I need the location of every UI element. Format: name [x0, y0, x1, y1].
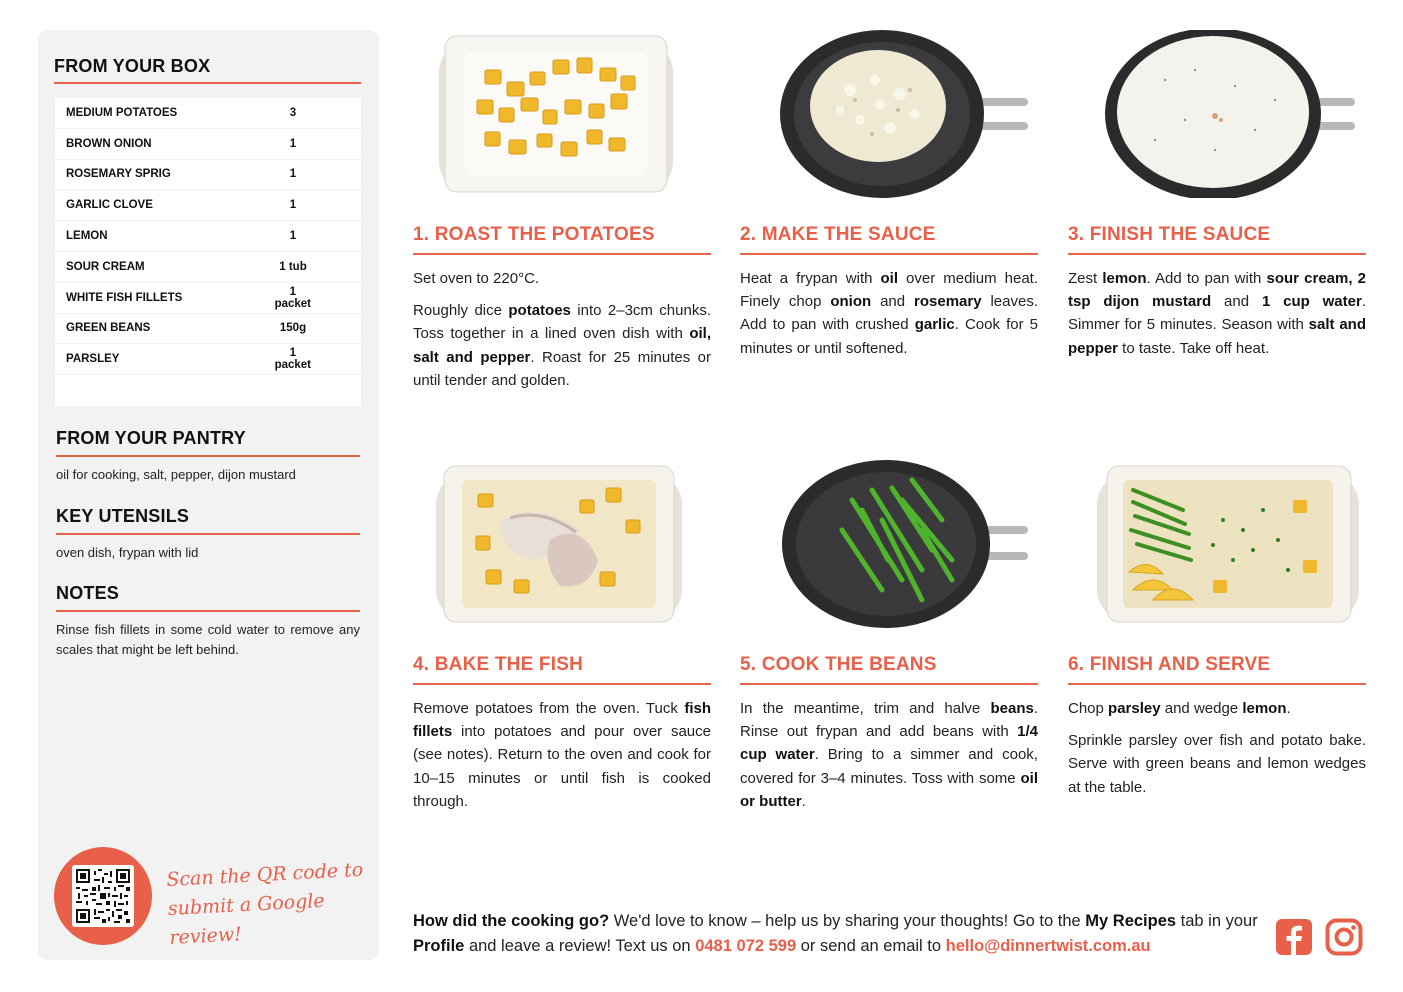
text-span: tab in your [1176, 912, 1258, 930]
step-paragraph [1068, 697, 1366, 720]
ingredient-name: BROWN ONION [66, 137, 152, 150]
sidebar [38, 30, 379, 960]
text-span: and leave a review! Text us on [464, 937, 696, 955]
ingredient-row [55, 98, 361, 129]
fish-in-oven-dish-photo [430, 460, 688, 628]
text-span: Set oven to 220°C. [413, 269, 540, 287]
ingredient-row [55, 283, 361, 314]
divider [56, 455, 360, 457]
ingredients-table [55, 98, 361, 406]
ingredient-quantity: 1 tub [279, 260, 307, 273]
notes-section [56, 583, 360, 660]
ingredient-quantity: 3 [289, 106, 297, 119]
ingredient-quantity: 1 [289, 168, 297, 181]
from-your-box-title: FROM YOUR BOX [54, 56, 211, 76]
facebook-icon[interactable] [1275, 918, 1313, 956]
divider [56, 533, 360, 535]
cream-sauce-in-frypan-photo [1105, 30, 1357, 198]
step-paragraph [740, 697, 1038, 814]
pantry-section [56, 428, 360, 485]
step-paragraph [1068, 267, 1366, 361]
text-span: Roughly dice [413, 301, 509, 319]
step-2 [740, 224, 1038, 369]
divider [413, 683, 711, 685]
ingredient-row [55, 129, 361, 160]
bold-text: parsley [1108, 699, 1161, 717]
ingredient-row [55, 160, 361, 191]
text-span: . [801, 793, 806, 811]
ingredient-row [55, 221, 361, 252]
text-span: . Simmer for 5 minutes. Season with [1068, 292, 1366, 334]
divider [56, 610, 360, 612]
text-span: . Roast for 25 minutes or until tender and golden. [413, 348, 711, 390]
text-span: to taste. Take off heat. [1118, 339, 1270, 357]
bold-text: garlic [914, 316, 955, 334]
pantry-title: FROM YOUR PANTRY [56, 428, 246, 448]
utensils-text: oven dish, frypan with lid [56, 544, 199, 560]
step-paragraph [413, 299, 711, 393]
contact-link[interactable]: hello@dinnertwist.com.au [945, 937, 1151, 955]
qr-review-prompt [166, 856, 370, 953]
text-span: In the meantime, trim and halve [740, 699, 991, 717]
bold-text: potatoes [508, 301, 571, 319]
text-span: We'd love to know – help us by sharing your thoughts! Go to the [609, 912, 1086, 930]
text-span: . Cook for 5 minutes or until softened. [740, 316, 1038, 357]
text-span: Remove potatoes from the oven. Tuck [413, 699, 685, 717]
ingredient-row [55, 190, 361, 221]
ingredient-name: GREEN BEANS [66, 322, 151, 335]
qr-code-icon[interactable] [72, 865, 134, 927]
divider [740, 683, 1038, 685]
step-instructions [1068, 697, 1366, 800]
text-span: . Bring to a simmer and cook, covered for 3–4 minutes. Toss with some [740, 746, 1038, 787]
ingredient-quantity: 1 packet [274, 347, 311, 372]
divider [413, 253, 711, 255]
divider [1068, 253, 1366, 255]
bold-text: oil [880, 269, 899, 287]
step-6 [1068, 654, 1366, 808]
bold-text: 1/4 cup water [740, 722, 1038, 764]
text-span: Sprinkle parsley over fish and potato bake. Serve with green beans and lemon wedges at the table. [1068, 731, 1366, 796]
step-title: 5. COOK THE BEANS [740, 654, 937, 675]
step-title: 1. ROAST THE POTATOES [413, 224, 655, 245]
qr-text-line: Scan the QR code to [165, 858, 364, 892]
bold-text: 1 cup water [1261, 292, 1362, 310]
pantry-text: oil for cooking, salt, pepper, dijon mustard [56, 466, 296, 482]
text-span: and [1211, 292, 1262, 310]
ingredient-name: WHITE FISH FILLETS [66, 291, 183, 304]
green-beans-in-frypan-photo [782, 460, 1030, 628]
ingredient-row [55, 252, 361, 283]
step-instructions [413, 697, 711, 814]
step-5 [740, 654, 1038, 823]
text-span: into potatoes and pour over sauce (see notes). Return to the oven and cook for 10–15 minutes or until fish is cooked through. [413, 722, 711, 811]
ingredient-row [55, 314, 361, 345]
step-title: 6. FINISH AND SERVE [1068, 654, 1271, 675]
contact-link[interactable]: 0481 072 599 [695, 937, 797, 955]
text-span: and wedge [1160, 699, 1243, 717]
bold-text: beans [990, 699, 1034, 717]
bold-text: sour cream, 2 tsp dijon mustard [1068, 269, 1367, 310]
bold-text: rosemary [914, 292, 982, 310]
review-call-to-action [413, 909, 1263, 959]
text-span: Chop [1068, 699, 1109, 717]
ingredient-quantity: 1 [289, 199, 297, 212]
step-title: 4. BAKE THE FISH [413, 654, 583, 675]
bold-text: lemon [1242, 699, 1287, 717]
qr-text-line: submit a Google review! [167, 889, 326, 949]
utensils-section [56, 506, 360, 563]
bold-text: onion [830, 292, 872, 310]
step-instructions [740, 697, 1038, 814]
bold-text: lemon [1102, 269, 1147, 287]
bold-text: How did the cooking go? [413, 912, 610, 930]
bold-text: oil or butter [740, 769, 1038, 811]
instagram-icon[interactable] [1325, 918, 1363, 956]
divider [1068, 683, 1366, 685]
text-span: into 2–3cm chunks. Toss together in a lined oven dish with [413, 301, 712, 343]
text-span: . Rinse out frypan and add beans with [740, 699, 1038, 740]
notes-text: Rinse fish fillets in some cold water to remove any scales that might be left behind. [56, 621, 360, 657]
text-span: leaves. Add to pan with crushed [740, 292, 1038, 334]
ingredient-name: PARSLEY [66, 353, 120, 366]
bold-text: fish fillets [413, 699, 711, 740]
step-3 [1068, 224, 1366, 369]
text-span: Heat a frypan with [740, 269, 881, 287]
step-instructions [413, 267, 711, 393]
step-paragraph [413, 697, 711, 814]
bold-text: My Recipes [1085, 912, 1177, 930]
bold-text: Profile [413, 937, 465, 955]
text-span: and [871, 292, 915, 310]
ingredient-name: SOUR CREAM [66, 260, 145, 273]
text-span: or send an email to [796, 937, 946, 955]
text-span: Zest [1068, 269, 1103, 287]
step-instructions [740, 267, 1038, 361]
potatoes-in-oven-dish-photo [425, 30, 687, 200]
step-paragraph [740, 267, 1038, 361]
finished-bake-photo [1093, 460, 1363, 628]
step-paragraph [1068, 729, 1366, 799]
utensils-title: KEY UTENSILS [56, 506, 190, 526]
step-instructions [1068, 267, 1366, 361]
ingredient-quantity: 1 [289, 230, 297, 243]
step-4 [413, 654, 711, 823]
step-paragraph [413, 267, 711, 290]
ingredient-quantity: 1 [289, 137, 297, 150]
step-title: 2. MAKE THE SAUCE [740, 224, 936, 245]
divider [740, 253, 1038, 255]
divider [54, 82, 361, 84]
ingredient-quantity: 1 packet [274, 285, 311, 310]
ingredient-row [55, 344, 361, 375]
ingredient-name: LEMON [66, 230, 108, 243]
ingredient-name: MEDIUM POTATOES [66, 106, 178, 119]
onion-in-frypan-photo [780, 30, 1030, 198]
ingredient-name: GARLIC CLOVE [66, 199, 153, 212]
bold-text: oil, salt and pepper [413, 325, 711, 366]
qr-code-badge[interactable] [54, 847, 152, 945]
step-title: 3. FINISH THE SAUCE [1068, 224, 1271, 245]
text-span: . Add to pan with [1146, 269, 1267, 287]
text-span: over medium heat. Finely chop [740, 269, 1038, 310]
ingredient-name: ROSEMARY SPRIG [66, 168, 171, 181]
notes-title: NOTES [56, 583, 120, 603]
text-span: . [1286, 699, 1291, 717]
ingredient-quantity: 150g [279, 322, 307, 335]
step-1 [413, 224, 711, 402]
bold-text: salt and pepper [1068, 316, 1366, 357]
